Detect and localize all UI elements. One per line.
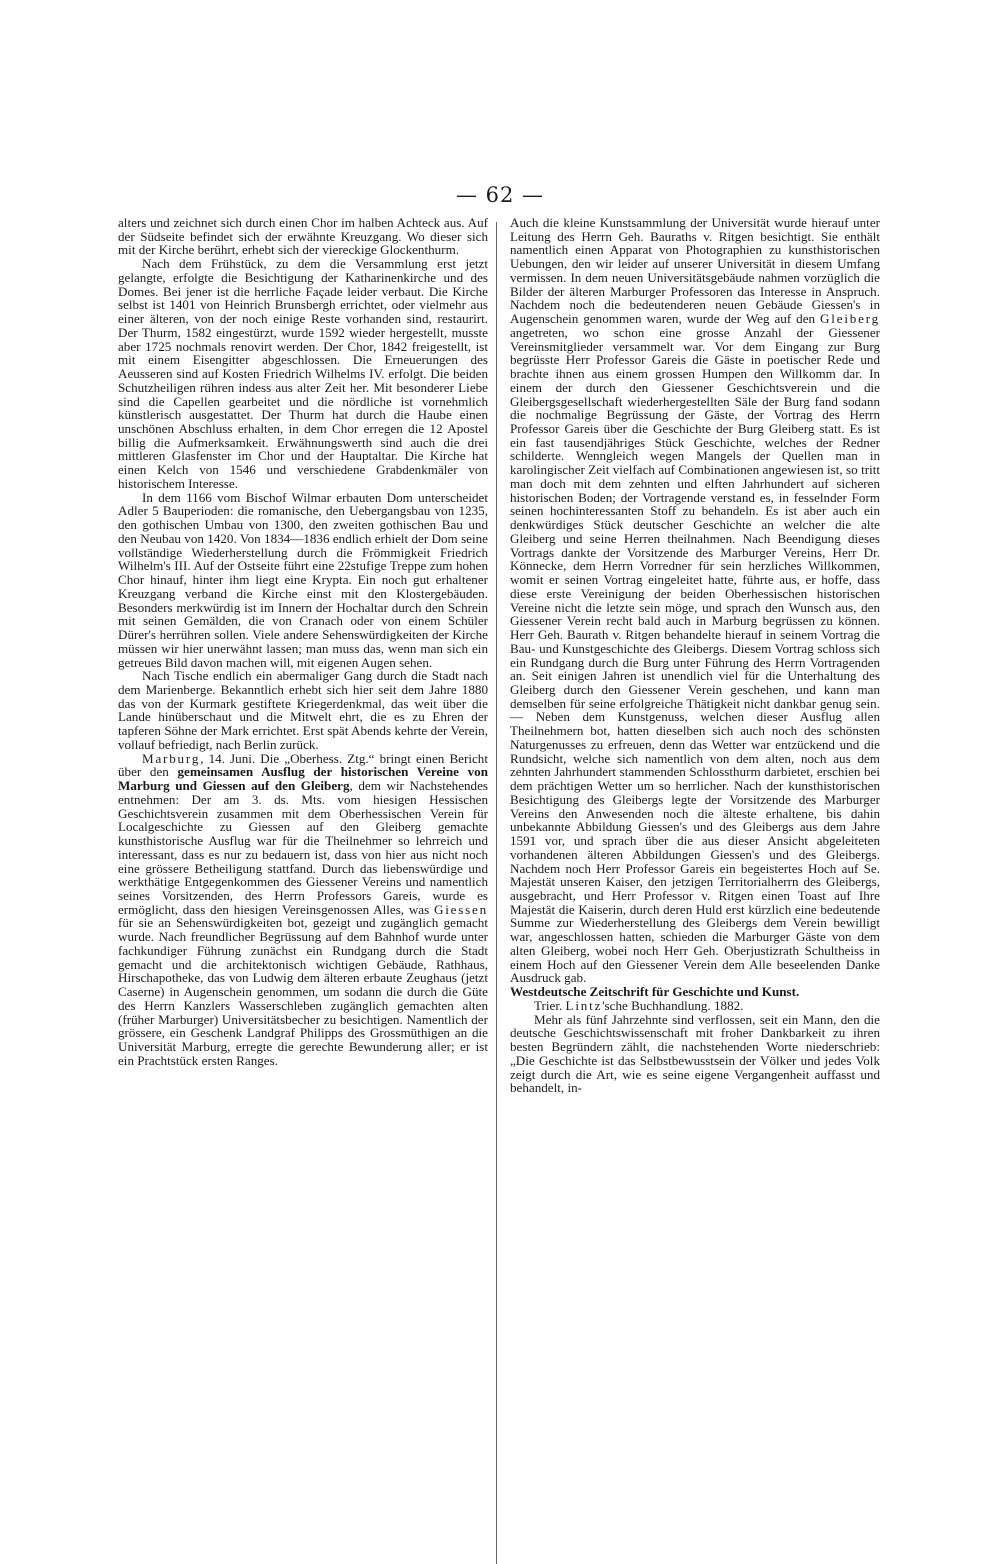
text-run: , 14. Juni. Die „Oberhess. Ztg.“ bringt einen Bericht über den xyxy=(118,750,488,780)
text-run: Auch die kleine Kunstsammlung der Universität wurde hierauf unter Leitung des Herrn Geh. Bauraths v. Ritgen besichtigt. Sie enthält namentlich einen Apparat von Photographien zu kunsthistorischen Uebungen, den wir leider auf unserer Universität in diesem Umfang vermissen. In dem neuen Universitätsgebäude nahmen vorzüglich die Bilder der älteren Marburger Professoren das Interesse in Anspruch. Nachdem noch die bedeutenderen neuen Gebäude Giessen's in Augenschein genommen waren, wurde der Weg auf den xyxy=(510,215,880,327)
paragraph: alters und zeichnet sich durch einen Chor im halben Achteck aus. Auf der Südseite befindet sich der erwähnte Kreuzgang. Wo dieser sich mit der Kirche berührt, erhebt sich der viereckige Glockenthurm. xyxy=(118,215,488,258)
paragraph: Nach dem Frühstück, zu dem die Versammlung erst jetzt gelangte, erfolgte die Besichtigung der Katharinenkirche und des Domes. Bei jener ist die herrliche Façade leider verbaut. Die Kirche selbst ist 1401 von Heinrich Brunsbergh errichtet, oder vielmehr aus einer älteren, von der noch einige Reste vorhanden sind, restaurirt. Der Thurm, 1582 eingestürzt, wurde 1592 wieder hergestellt, musste aber 1725 nochmals renovirt werden. Der Chor, 1842 freigestellt, ist mit einem Eisengitter abgeschlossen. Die Erneuerungen des Aeusseren sind auf Kosten Friedrich Wilhelms IV. erfolgt. Die beiden Schutzheiligen rühren indess aus alter Zeit her. Mit besonderer Liebe sind die Capellen gearbeitet und die nördliche ist vornehmlich künstlerisch ausgestattet. Der Thurm hat durch die Haube einen unschönen Abschluss erhalten, in dem Chor erregen die 12 Apostel billig die Aufmerksamkeit. Erwähnungswerth sind auch die drei mittleren Glasfenster im Chor und der Hauptaltar. Die Kirche hat einen Kelch von 1546 und verschiedene Grabdenkmäler von historischem Interesse. xyxy=(118,256,488,491)
review-title-text: Westdeutsche Zeitschrift für Geschichte und Kunst. xyxy=(510,984,800,1000)
left-column xyxy=(118,216,488,1068)
right-column xyxy=(510,216,880,1095)
paragraph: Nach Tische endlich ein abermaliger Gang durch die Stadt nach dem Marienberge. Bekanntlich erhebt sich hier seit dem Jahre 1880 das von der Kurmark gestiftete Kriegerdenkmal, das weit über die Lande hinüberschaut und die Mitwelt ehrt, die es zu Ehren der tapferen Söhne der Mark errichtet. Erst spät Abends kehrte der Verein, vollauf befriedigt, nach Berlin zurück. xyxy=(118,668,488,752)
spaced-word: Gleiberg xyxy=(820,311,880,327)
page-number: — 62 — xyxy=(455,183,545,207)
text-run: angetreten, wo schon eine grosse Anzahl der Giessener Vereinsmitglieder versammelt war. Vor dem Eingang zur Burg begrüsste Herr Professor Gareis die Gäste in poetischer Rede und brachte ihnen aus einem grossen Humpen den Willkomm dar. In einem der durch den Giessener Geschichtsverein und die Gleibergsgesellschaft wiederhergestellten Säle der Burg fand sodann die nochmalige Begrüssung der Gäste, der Vortrag des Herrn Professor Gareis über die Geschichte der Burg Gleiberg statt. Es ist ein fast tausendjähriges Stück Geschichte, welches der Redner schilderte. Wenngleich wegen Mangels der Quellen man in karolingischer Zeit vielfach auf Combinationen angewiesen ist, so tritt man doch mit dem zehnten und elften Jahrhundert auf sicheren historischen Boden; der Vortragende verstand es, in fesselnder Form seinen hochinteressanten Stoff zu behandeln. Es ist aber auch ein denkwürdiges Stück deutscher Geschichte an welcher die alte Gleiberg und seine Herren theilnahmen. Nach Beendigung dieses Vortrags dankte der Vorsitzende des Marburger Vereins, Herr Dr. Könnecke, dem Herrn Vorredner für sein herzliches Willkommen, womit er seinen Vortrag eingeleitet hatte, führte aus, er hoffe, dass diese erste Vereinigung der beiden Oberhessischen historischen Vereine nicht die letzte sein möge, und sprach den Wunsch aus, den Giessener Verein recht bald auch in Marburg begrüssen zu können. Herr Geh. Baurath v. Ritgen behandelte hierauf in seinem Vortrag die Bau- und Kunstgeschichte des Gleibergs. Diesem Vortrag schloss sich ein Rundgang durch die Burg unter Führung des Herrn Vortragenden an. Seit einigen Jahren ist unendlich viel für die Unterhaltung des Gleiberg durch den Giessener Verein geschehen, und kann man demselben für seine erfolgreiche Thätigkeit nicht dankbar genug sein. — Neben dem Kunstgenuss, welchen dieser Ausflug allen Theilnehmern bot, hatten dieselben sich auch noch des schönsten Naturgenusses zu erfreuen, denn das Wetter war entzückend und die Rundsicht, welche sich namentlich von dem alten, noch aus dem zehnten Jahrhundert stammenden Schlossthurm darbietet, erschien bei dem prächtigen Wetter um so herrlicher. Nach der kunsthistorischen Besichtigung des Gleibergs legte der Vorsitzende des Marburger Vereins den Anwesenden noch die älteste erhaltene, bis dahin unbekannte Abbildung Giessen's und des Gleibergs aus dem Jahre 1591 vor, und sprach über die aus dieser Ansicht abgeleiteten vorhandenen älteren Abbildungen Giessen's und des Gleibergs. Nachdem noch Herr Professor Gareis ein begeistertes Hoch auf Se. Majestät unseren Kaiser, den jetzigen Territorialherrn des Gleibergs, ausgebracht, und Herr Professor v. Ritgen einen Toast auf Ihre Majestät die Kaiserin, durch deren Huld erst kürzlich eine bedeutende Summe zur Wiederherstellung des Gleibergs dem Verein bewilligt war, angeschlossen hatten, schieden die Marburger Gäste von dem alten Gleiberg, wobei noch Herr Geh. Oberjustizrath Schultheiss in einem Hoch auf den Giessener Verein dem Alle beseelenden Danke Ausdruck gab. xyxy=(510,324,880,986)
paragraph-marburg-report xyxy=(118,752,488,1068)
imprint-rest: 'sche Buchhandlung. 1882. xyxy=(602,997,744,1013)
review-title xyxy=(510,985,880,999)
imprint-publisher: Lintz xyxy=(565,997,603,1013)
column-divider xyxy=(496,222,497,1564)
text-run: für sie an Sehenswürdigkeiten bot, gezeigt und zugänglich gemacht wurde. Nach freundlicher Begrüssung auf dem Bahnhof wurde unter fachkundiger Führung zunächst ein Rundgang durch die Stadt gemacht und die architektonisch wichtigen Gebäude, Rathhaus, Hirschapotheke, das von Ludwig dem älteren erbaute Zeughaus (jetzt Caserne) in Augenschein genommen, um sodann die durch die Güte des Herrn Kanzlers Wasserschleben zugänglich gemachten alten (früher Marburger) Universitätsbecher zu besichtigen. Namentlich der grössere, ein Geschenk Landgraf Philipps des Grossmüthigen an die Universität Marburg, erregte die gerechte Bewunderung aller; er ist ein Prachtstück ersten Ranges. xyxy=(118,915,488,1068)
spaced-word: Giessen xyxy=(433,901,488,917)
paragraph: Mehr als fünf Jahrzehnte sind verflossen, seit ein Mann, den die deutsche Geschichtswissenschaft mit froher Dankbarkeit zu ihren besten Begründern zählt, die nachstehenden Worte niederschrieb: „Die Geschichte ist das Selbstbewusstsein der Völker und jedes Volk zeigt durch die Art, wie es seine eigene Vergangenheit auffasst und behandelt, in- xyxy=(510,1011,880,1096)
dateline-place: Marburg xyxy=(142,750,201,766)
paragraph xyxy=(510,216,880,985)
review-imprint xyxy=(510,999,880,1013)
imprint-place: Trier. xyxy=(534,997,566,1013)
paragraph: In dem 1166 vom Bischof Wilmar erbauten Dom unterscheidet Adler 5 Bauperioden: die romanische, den Uebergangsbau von 1235, den gothischen Umbau von 1300, den zweiten gothischen Bau und den Neubau von 1420. Von 1834—1836 endlich erhielt der Dom seine vollständige Wiederherstellung durch die Frömmigkeit Friedrich Wilhelm's III. Auf der Ostseite führt eine 22stufige Treppe zum hohen Chor hinauf, hinter ihm liegt eine Krypta. Ein noch gut erhaltener Kreuzgang verband die Kirche einst mit den Klostergebäuden. Besonders merkwürdig ist im Innern der Hochaltar durch den Schrein mit seinen Gemälden, die von Cranach oder von einem Schüler Dürer's herrühren sollen. Viele andere Sehenswürdigkeiten der Kirche müssen wir hier unerwähnt lassen; man muss das, wenn man sich ein getreues Bild davon machen will, mit eigenen Augen sehen. xyxy=(118,489,488,670)
text-run: , dem wir Nachstehendes entnehmen: Der am 3. ds. Mts. vom hiesigen Hessischen Geschichtsverein zusammen mit dem Oberhessischen Verein für Localgeschichte zu Giessen auf den Gleiberg gemachte kunsthistorische Ausflug war für die Theilnehmer so lehrreich und interessant, dass es nur zu bedauern ist, dass von hier aus nicht noch eine grössere Betheiligung stattfand. Durch das liebenswürdige und werkthätige Entgegenkommen des Giessener Vereins und namentlich seines Vorsitzenden, des Herrn Professors Gareis, wurde es ermöglicht, dass den hiesigen Vereinsgenossen Alles, was xyxy=(118,778,489,917)
bold-heading-run: gemeinsamen Ausflug der historischen Vereine von Marburg und Giessen auf den Gleiberg xyxy=(118,764,489,794)
